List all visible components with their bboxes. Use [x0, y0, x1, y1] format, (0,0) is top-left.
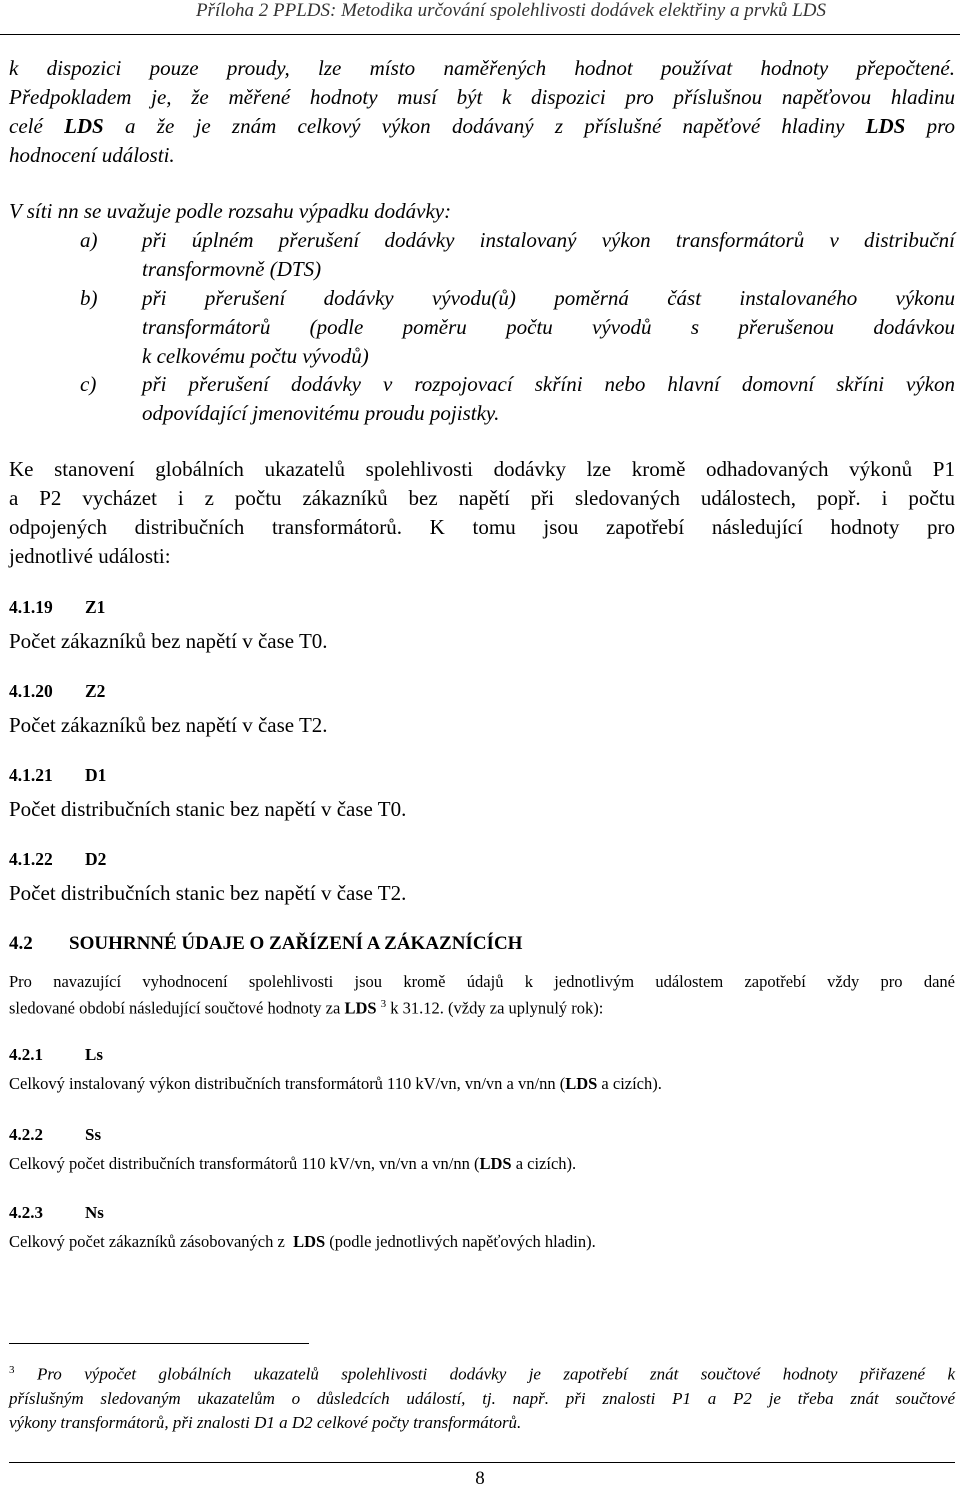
- event-number: 4.1.21: [9, 765, 53, 785]
- event-heading-z1: [9, 596, 105, 618]
- intro-line-3: celé LDS a že je znám celkový výkon dodávaný z příslušné napěťové hladiny LDS pro: [9, 114, 955, 138]
- footnote-line-2: příslušným sledovaným ukazatelům o důsledcích událostí, tj. např. při znalosti P1 a P2 je třeba znát součtové: [9, 1388, 955, 1408]
- event-number: 4.1.22: [9, 849, 53, 869]
- section-4-2-line-1: Pro navazující vyhodnocení spolehlivosti jsou kromě údajů k jednotlivým událostem zapotřebí vždy pro dané: [9, 972, 955, 991]
- summary-heading-ls: [9, 1044, 103, 1066]
- event-number: 4.1.20: [9, 681, 53, 701]
- footnote-line-1: $^3$ Pro výpočet globálních ukazatelů spolehlivosti dodávky je zapotřebí znát součtové hodnoty přiřazené k: [9, 1364, 956, 1384]
- intro-line-4: hodnocení události.: [9, 143, 175, 167]
- footnote-mark: 3: [9, 1364, 15, 1376]
- event-text-d2: Počet distribučních stanic bez napětí v čase T2.: [9, 881, 407, 905]
- list-line: při úplném přerušení dodávky instalovaný výkon transformátorů v distribuční: [142, 228, 955, 252]
- summary-number: 4.2.1: [9, 1045, 43, 1064]
- running-title: Příloha 2 PPLDS: Metodika určování spolehlivosti dodávek elektřiny a prvků LDS: [195, 0, 826, 21]
- global-line-2: a P2 vycházet i z počtu zákazníků bez napětí při sledovaných událostech, popř. i počtu: [9, 486, 955, 510]
- summary-heading-ss: [9, 1124, 101, 1146]
- summary-heading-ns: [9, 1202, 104, 1224]
- nn-intro: V síti nn se uvažuje podle rozsahu výpadku dodávky:: [9, 199, 452, 223]
- summary-code: Ns: [85, 1203, 104, 1222]
- event-text-z2: Počet zákazníků bez napětí v čase T2.: [9, 713, 328, 737]
- footnote-divider: [9, 1343, 309, 1344]
- event-text-z1: Počet zákazníků bez napětí v čase T0.: [9, 629, 328, 653]
- summary-number: 4.2.3: [9, 1203, 43, 1222]
- summary-code: Ls: [85, 1045, 103, 1064]
- footnote-ref: 3: [380, 998, 387, 1010]
- event-code: Z1: [85, 597, 106, 617]
- page-header: [0, 0, 960, 35]
- list-line: transformátorů (podle poměru počtu vývodů s přerušenou dodávkou: [142, 315, 955, 339]
- list-item-c: [80, 370, 955, 428]
- global-line-3: odpojených distribučních transformátorů. K tomu jsou zapotřebí následující hodnoty pro: [9, 515, 955, 539]
- intro-line-1: k dispozici pouze proudy, lze místo naměřených hodnot používat hodnoty přepočtené.: [9, 56, 955, 80]
- footnote: [9, 1358, 955, 1435]
- footnote-line-3: výkony transformátorů, při znalosti D1 a D2 celkové počty transformátorů.: [9, 1412, 522, 1432]
- global-paragraph: [9, 455, 955, 571]
- section-4-2-line-2: sledované období následující součtové hodnoty za LDS $^3$ k 31.12. (vždy za uplynulý rok):: [9, 998, 604, 1018]
- list-line: transformovně (DTS): [142, 257, 322, 281]
- event-code: D1: [85, 765, 107, 785]
- summary-text-ss: Celkový počet distribučních transformátorů 110 kV/vn, vn/vn a vn/nn (LDS a cizích).: [9, 1154, 577, 1173]
- event-heading-d1: [9, 764, 106, 786]
- list-line: při přerušení dodávky vývodu(ů) poměrná část instalovaného výkonu: [142, 286, 955, 310]
- event-heading-z2: [9, 680, 105, 702]
- event-code: Z2: [85, 681, 106, 701]
- list-line: odpovídající jmenovitému proudu pojistky.: [142, 401, 500, 425]
- summary-code: Ss: [85, 1125, 102, 1144]
- event-number: 4.1.19: [9, 597, 53, 617]
- list-item-b: [80, 284, 955, 371]
- list-item-a: [80, 226, 955, 284]
- event-text-d1: Počet distribučních stanic bez napětí v čase T0.: [9, 797, 407, 821]
- list-line: k celkovému počtu vývodů): [142, 344, 369, 368]
- page-number: 8: [475, 1468, 485, 1489]
- summary-text-ls: Celkový instalovaný výkon distribučních transformátorů 110 kV/vn, vn/vn a vn/nn (LDS a cizích).: [9, 1074, 662, 1093]
- section-4-2-paragraph: [9, 970, 955, 1020]
- intro-line-2: Předpokladem je, že měřené hodnoty musí být k dispozici pro příslušnou napěťovou hladinu: [9, 85, 955, 109]
- list-line: při přerušení dodávky v rozpojovací skříni nebo hlavní domovní skříni výkon: [142, 372, 955, 396]
- section-heading-4-2: [9, 932, 522, 956]
- list-label: a): [80, 228, 98, 252]
- summary-number: 4.2.2: [9, 1125, 43, 1144]
- event-heading-d2: [9, 848, 106, 870]
- footer-divider: [9, 1462, 955, 1463]
- event-code: D2: [85, 849, 107, 869]
- global-line-1: Ke stanovení globálních ukazatelů spolehlivosti dodávky lze kromě odhadovaných výkonů P1: [9, 457, 955, 481]
- section-title: SOUHRNNÉ ÚDAJE O ZAŘÍZENÍ A ZÁKAZNÍCÍCH: [69, 933, 523, 954]
- list-label: c): [80, 372, 97, 396]
- intro-paragraph: [9, 54, 955, 170]
- global-line-4: jednotlivé události:: [9, 544, 171, 568]
- section-number: 4.2: [9, 933, 33, 954]
- list-label: b): [80, 286, 98, 310]
- summary-text-ns: Celkový počet zákazníků zásobovaných z LDS (podle jednotlivých napěťových hladin).: [9, 1232, 596, 1251]
